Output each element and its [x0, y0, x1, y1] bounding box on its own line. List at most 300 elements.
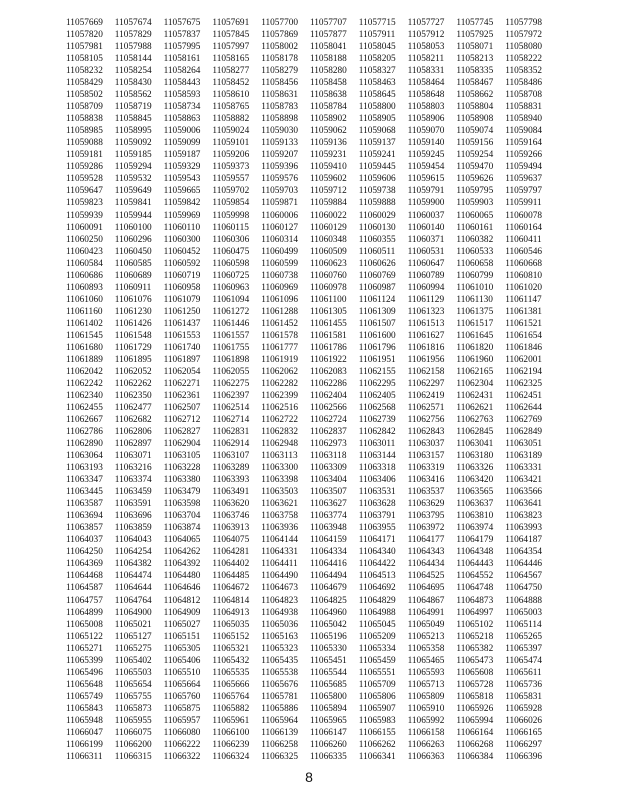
number-cell: 11058562: [114, 90, 152, 101]
number-cell: 11061096: [261, 294, 299, 305]
number-cell: 11062062: [261, 366, 299, 377]
number-cell: 11060127: [261, 222, 299, 233]
number-cell: 11062295: [358, 378, 396, 389]
number-cell: 11060161: [456, 222, 494, 233]
number-cell: 11064343: [407, 547, 445, 558]
number-cell: 11063398: [261, 475, 299, 486]
number-cell: 11062477: [114, 403, 152, 413]
number-cell: 11059543: [163, 174, 201, 185]
number-cell: 11065021: [114, 619, 152, 630]
number-cell: 11064991: [407, 607, 445, 618]
number-cell: 11064490: [261, 571, 299, 582]
number-cell: 11065983: [358, 715, 396, 726]
number-cell: 11064513: [358, 571, 396, 582]
number-cell: 11065465: [407, 655, 445, 666]
number-cell: 11061507: [358, 318, 396, 329]
number-cell: 11059099: [163, 138, 201, 149]
number-cell: 11063637: [456, 499, 494, 510]
number-cell: 11064354: [505, 547, 543, 558]
number-cell: 11062165: [456, 366, 494, 377]
number-cell: 11065928: [505, 703, 543, 714]
number-cell: 11063537: [407, 487, 445, 498]
number-cell: 11059254: [456, 150, 494, 161]
number-cell: 11064443: [456, 559, 494, 570]
number-cell: 11064177: [407, 535, 445, 546]
number-cell: 11059795: [456, 186, 494, 197]
number-cell: 11059030: [261, 126, 299, 137]
number-cell: 11063628: [358, 499, 396, 510]
number-cell: 11066158: [407, 727, 445, 738]
number-cell: 11060533: [456, 246, 494, 257]
number-cell: 11062516: [261, 403, 299, 413]
number-cell: 11058784: [309, 102, 347, 113]
number-cell: 11057925: [456, 30, 494, 41]
number-cell: 11065275: [114, 643, 152, 654]
number-cell: 11062399: [261, 390, 299, 401]
number-cell: 11066100: [212, 727, 250, 738]
number-cell: 11063974: [456, 523, 494, 534]
number-cell: 11063587: [66, 499, 103, 510]
number-cell: 11065873: [114, 703, 152, 714]
number-cell: 11057727: [407, 18, 445, 28]
number-cell: 11062682: [114, 415, 152, 426]
number-cell: 11060626: [358, 258, 396, 269]
number-cell: 11058280: [309, 66, 347, 77]
number-cell: 11059647: [66, 186, 103, 197]
number-cell: 11062756: [407, 415, 445, 426]
number-cell: 11059140: [407, 138, 445, 149]
number-cell: 11058709: [66, 102, 103, 113]
number-cell: 11059884: [309, 198, 347, 209]
number-cell: 11064416: [309, 559, 347, 570]
number-cell: 11063189: [505, 451, 543, 462]
number-cell: 11062712: [163, 415, 201, 426]
number-cell: 11063216: [114, 463, 152, 474]
number-cell: 11061230: [114, 306, 152, 317]
number-cell: 11063157: [407, 451, 445, 462]
number-cell: 11065503: [114, 667, 152, 678]
number-cell: 11060037: [407, 210, 445, 221]
number-cell: 11061960: [456, 354, 494, 365]
number-cell: 11061548: [114, 330, 152, 341]
number-cell: 11059156: [456, 138, 494, 149]
number-cell: 11065965: [309, 715, 347, 726]
number-cell: 11062714: [212, 415, 250, 426]
number-cell: 11065611: [505, 667, 542, 678]
number-cell: 11062831: [212, 427, 250, 438]
number-cell: 11065271: [66, 643, 103, 654]
number-cell: 11063591: [114, 499, 152, 510]
number-cell: 11059888: [358, 198, 396, 209]
number-cell: 11060719: [163, 270, 201, 281]
number-cell: 11057995: [163, 42, 201, 53]
number-cell: 11066335: [309, 751, 347, 762]
number-cell: 11061020: [505, 282, 543, 293]
number-cell: 11059606: [358, 174, 396, 185]
number-cell: 11064340: [358, 547, 396, 558]
number-cell: 11066363: [407, 751, 445, 762]
number-cell: 11058144: [114, 54, 152, 65]
number-cell: 11059854: [212, 198, 250, 209]
number-cell: 11060499: [261, 246, 299, 257]
number-cell: 11064369: [66, 559, 103, 570]
number-cell: 11061272: [212, 306, 250, 317]
number-cell: 11060296: [114, 234, 152, 245]
number-cell: 11059665: [163, 186, 201, 197]
number-cell: 11061437: [163, 318, 201, 329]
number-cell: 11065218: [456, 631, 494, 642]
number-cell: 11066164: [456, 727, 494, 738]
number-cell: 11066341: [358, 751, 396, 762]
number-cell: 11062052: [114, 366, 152, 377]
number-cell: 11063326: [456, 463, 494, 474]
number-cell: 11063113: [261, 451, 298, 462]
number-cell: 11064695: [407, 583, 445, 594]
number-cell: 11062832: [261, 427, 299, 438]
number-cell: 11063107: [212, 451, 250, 462]
number-cell: 11062621: [456, 403, 494, 413]
number-cell: 11057715: [358, 18, 396, 28]
number-cell: 11060789: [407, 270, 445, 281]
number-cell: 11061402: [66, 318, 103, 329]
number-cell: 11062397: [212, 390, 250, 401]
number-cell: 11065321: [212, 643, 250, 654]
number-cell: 11060511: [358, 246, 396, 257]
number-cell: 11064997: [456, 607, 494, 618]
number-cell: 11060963: [212, 282, 250, 293]
number-cell: 11062325: [505, 378, 543, 389]
number-cell: 11060994: [407, 282, 445, 293]
number-cell: 11060314: [261, 234, 299, 245]
number-cell: 11062054: [163, 366, 201, 377]
number-cell: 11063627: [309, 499, 347, 510]
number-cell: 11058719: [114, 102, 152, 113]
number-cell: 11057912: [407, 30, 445, 41]
number-cell: 11065666: [212, 679, 250, 690]
number-cell: 11062361: [163, 390, 201, 401]
number-cell: 11059969: [163, 210, 201, 221]
number-cell: 11064348: [456, 547, 494, 558]
number-cell: 11059181: [66, 150, 103, 161]
number-cell: 11058211: [407, 54, 445, 65]
number-cell: 11059791: [407, 186, 445, 197]
number-cell: 11063105: [163, 451, 201, 462]
number-cell: 11060531: [407, 246, 445, 257]
number-cell: 11058985: [66, 126, 103, 137]
number-cell: 11061160: [66, 306, 103, 317]
number-cell: 11064873: [456, 595, 494, 606]
number-cell: 11057981: [66, 42, 103, 53]
number-cell: 11062842: [358, 427, 396, 438]
number-cell: 11063566: [505, 487, 543, 498]
number-cell: 11063318: [358, 463, 396, 474]
number-cell: 11064757: [66, 595, 103, 606]
number-cell: 11065926: [456, 703, 494, 714]
number-cell: 11065886: [261, 703, 299, 714]
number-cell: 11061517: [456, 318, 494, 329]
number-cell: 11060006: [261, 210, 299, 221]
number-cell: 11063479: [163, 487, 201, 498]
number-cell: 11059329: [163, 162, 201, 173]
number-cell: 11065406: [163, 655, 201, 666]
number-cell: 11063037: [407, 439, 445, 450]
number-cell: 11065538: [261, 667, 299, 678]
number-cell: 11063193: [66, 463, 103, 474]
number-cell: 11059231: [309, 150, 347, 161]
number-cell: 11059454: [407, 162, 445, 173]
number-cell: 11061305: [309, 306, 347, 317]
number-cell: 11065474: [505, 655, 543, 666]
number-cell: 11060348: [309, 234, 347, 245]
number-cell: 11062304: [456, 378, 494, 389]
number-cell: 11058178: [261, 54, 299, 65]
number-cell: 11065209: [358, 631, 396, 642]
number-cell: 11059187: [163, 150, 201, 161]
number-cell: 11065008: [66, 619, 103, 630]
number-cell: 11060110: [163, 222, 201, 233]
number-cell: 11060760: [309, 270, 347, 281]
number-cell: 11058906: [407, 114, 445, 125]
number-cell: 11062845: [456, 427, 494, 438]
number-cell: 11060065: [456, 210, 494, 221]
number-cell: 11066322: [163, 751, 201, 762]
number-cell: 11065910: [407, 703, 445, 714]
number-cell: 11058882: [212, 114, 250, 125]
number-cell: 11065728: [456, 679, 494, 690]
number-cell: 11061777: [261, 342, 299, 353]
number-cell: 11059911: [505, 198, 542, 209]
number-cell: 11058458: [309, 78, 347, 89]
number-cell: 11061816: [407, 342, 445, 353]
number-cell: 11064673: [261, 583, 299, 594]
number-cell: 11057911: [358, 30, 396, 41]
number-cell: 11058734: [163, 102, 201, 113]
number-cell: 11064938: [261, 607, 299, 618]
number-cell: 11058838: [66, 114, 103, 125]
number-cell: 11058045: [358, 42, 396, 53]
number-cell: 11062507: [163, 403, 201, 413]
number-cell: 11061446: [212, 318, 250, 329]
number-cell: 11058995: [114, 126, 152, 137]
number-cell: 11060911: [114, 282, 152, 293]
number-cell: 11064899: [66, 607, 103, 618]
number-cell: 11058464: [407, 78, 445, 89]
number-cell: 11060689: [114, 270, 152, 281]
number-cell: 11058053: [407, 42, 445, 53]
number-cell: 11059137: [358, 138, 396, 149]
number-cell: 11062722: [261, 415, 299, 426]
number-cell: 11065957: [163, 715, 201, 726]
number-cell: 11066297: [505, 739, 543, 750]
number-cell: 11060668: [505, 258, 543, 269]
number-cell: 11064402: [212, 559, 250, 570]
number-cell: 11061889: [66, 354, 103, 365]
number-cell: 11058845: [114, 114, 152, 125]
number-cell: 11060893: [66, 282, 103, 293]
number-cell: 11063180: [456, 451, 494, 462]
number-cell: 11058352: [505, 66, 543, 77]
number-cell: 11057820: [66, 30, 103, 41]
number-cell: 11059703: [261, 186, 299, 197]
number-cell: 11059068: [358, 126, 396, 137]
number-cell: 11057837: [163, 30, 201, 41]
number-cell: 11062514: [212, 403, 250, 413]
number-cell: 11064888: [505, 595, 543, 606]
number-cell: 11065402: [114, 655, 152, 666]
number-cell: 11065473: [456, 655, 494, 666]
number-cell: 11062455: [66, 403, 103, 413]
number-cell: 11063071: [114, 451, 152, 462]
number-cell: 11063874: [163, 523, 201, 534]
number-cell: 11065036: [261, 619, 299, 630]
number-cell: 11065713: [407, 679, 445, 690]
number-cell: 11064485: [212, 571, 250, 582]
number-cell: 11062405: [358, 390, 396, 401]
number-cell: 11063459: [114, 487, 152, 498]
number-cell: 11066165: [505, 727, 543, 738]
number-cell: 11060738: [261, 270, 299, 281]
number-cell: 11062340: [66, 390, 103, 401]
number-cell: 11065992: [407, 715, 445, 726]
number-cell: 11060509: [309, 246, 347, 257]
number-cell: 11061323: [407, 306, 445, 317]
number-cell: 11059532: [114, 174, 152, 185]
number-cell: 11065818: [456, 691, 494, 702]
number-cell: 11065459: [358, 655, 396, 666]
number-cell: 11059207: [261, 150, 299, 161]
number-cell: 11057700: [261, 18, 299, 28]
number-cell: 11057798: [505, 18, 543, 28]
number-cell: 11062404: [309, 390, 347, 401]
number-cell: 11064254: [114, 547, 152, 558]
number-cell: 11061654: [505, 330, 543, 341]
number-cell: 11060371: [407, 234, 445, 245]
number-cell: 11066325: [261, 751, 299, 762]
number-cell: 11064187: [505, 535, 543, 546]
number-cell: 11065676: [261, 679, 299, 690]
number-cell: 11058277: [212, 66, 250, 77]
number-cell: 11061898: [212, 354, 250, 365]
number-cell: 11065809: [407, 691, 445, 702]
number-cell: 11060725: [212, 270, 250, 281]
number-cell: 11062297: [407, 378, 445, 389]
number-cell: 11057669: [66, 18, 103, 28]
number-cell: 11061010: [456, 282, 494, 293]
number-cell: 11063993: [505, 523, 543, 534]
number-cell: 11062194: [505, 366, 543, 377]
number-cell: 11058264: [163, 66, 201, 77]
number-cell: 11063758: [261, 511, 299, 522]
number-cell: 11057674: [114, 18, 152, 28]
number-cell: 11064494: [309, 571, 347, 582]
number-cell: 11060647: [407, 258, 445, 269]
number-cell: 11064900: [114, 607, 152, 618]
number-cell: 11062001: [505, 354, 543, 365]
number-cell: 11061627: [407, 330, 445, 341]
number-cell: 11064144: [261, 535, 299, 546]
number-cell: 11064446: [505, 559, 543, 570]
number-cell: 11065961: [212, 715, 250, 726]
number-cell: 11059445: [358, 162, 396, 173]
number-cell: 11063774: [309, 511, 347, 522]
number-cell: 11059841: [114, 198, 152, 209]
number-cell: 11064037: [66, 535, 103, 546]
number-cell: 11063393: [212, 475, 250, 486]
number-cell: 11060592: [163, 258, 201, 269]
number-cell: 11064587: [66, 583, 103, 594]
number-cell: 11057829: [114, 30, 152, 41]
number-cell: 11058105: [66, 54, 103, 65]
number-cell: 11063503: [261, 487, 299, 498]
number-cell: 11061922: [309, 354, 347, 365]
number-cell: 11058800: [358, 102, 396, 113]
number-cell: 11058631: [261, 90, 299, 101]
number-cell: 11060300: [163, 234, 201, 245]
number-cell: 11063955: [358, 523, 396, 534]
number-cell: 11062769: [505, 415, 543, 426]
number-cell: 11066260: [309, 739, 347, 750]
number-cell: 11063374: [114, 475, 152, 486]
number-cell: 11064075: [212, 535, 250, 546]
number-cell: 11064382: [114, 559, 152, 570]
number-cell: 11058331: [407, 66, 445, 77]
number-cell: 11064644: [114, 583, 152, 594]
number-cell: 11065781: [261, 691, 299, 702]
number-cell: 11065654: [114, 679, 152, 690]
number-cell: 11066311: [66, 751, 103, 762]
number-cell: 11057877: [309, 30, 347, 41]
number-cell: 11063629: [407, 499, 445, 510]
number-cell: 11065964: [261, 715, 299, 726]
number-cell: 11065994: [456, 715, 494, 726]
number-cell: 11062158: [407, 366, 445, 377]
number-cell: 11062271: [163, 378, 201, 389]
number-cell: 11057675: [163, 18, 201, 28]
number-cell: 11059286: [66, 162, 103, 173]
number-cell: 11066396: [505, 751, 543, 762]
number-cell: 11065535: [212, 667, 250, 678]
number-cell: 11060306: [212, 234, 250, 245]
number-cell: 11058188: [309, 54, 347, 65]
number-cell: 11057845: [212, 30, 250, 41]
number-cell: 11066258: [261, 739, 299, 750]
number-cell: 11065955: [114, 715, 152, 726]
number-cell: 11062739: [358, 415, 396, 426]
number-cell: 11065003: [505, 607, 543, 618]
number-cell: 11065882: [212, 703, 250, 714]
number-cell: 11060623: [309, 258, 347, 269]
number-cell: 11060423: [66, 246, 103, 257]
number-cell: 11063118: [309, 451, 347, 462]
number-cell: 11064750: [505, 583, 543, 594]
number-cell: 11064434: [407, 559, 445, 570]
number-cell: 11063420: [456, 475, 494, 486]
number-cell: 11060029: [358, 210, 396, 221]
number-cell: 11059185: [114, 150, 152, 161]
number-cell: 11058645: [358, 90, 396, 101]
number-cell: 11058831: [505, 102, 543, 113]
number-cell: 11065358: [407, 643, 445, 654]
number-cell: 11063380: [163, 475, 201, 486]
number-cell: 11063823: [505, 511, 543, 522]
number-cell: 11065397: [505, 643, 543, 654]
number-cell: 11066047: [66, 727, 103, 738]
number-cell: 11058940: [505, 114, 543, 125]
number-cell: 11058804: [456, 102, 494, 113]
number-cell: 11065330: [309, 643, 347, 654]
number-cell: 11059088: [66, 138, 103, 149]
number-cell: 11060799: [456, 270, 494, 281]
